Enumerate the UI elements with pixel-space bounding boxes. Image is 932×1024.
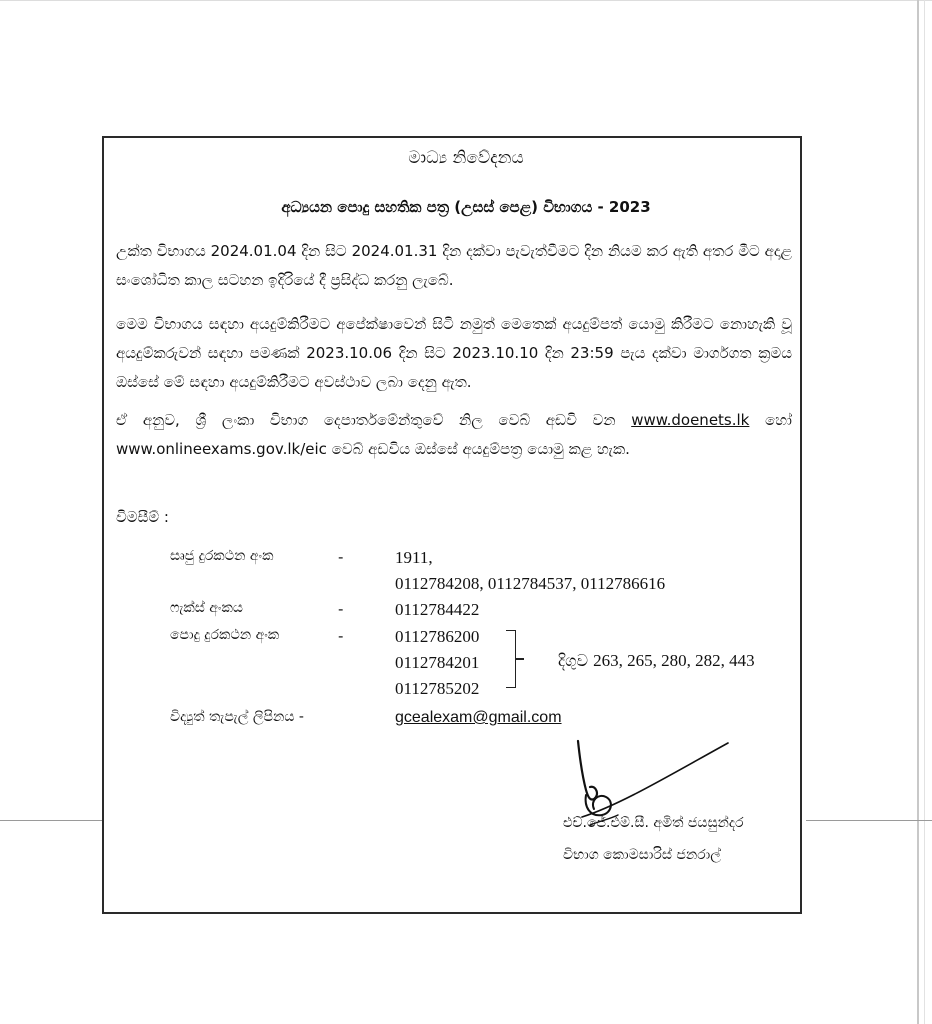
general-phone-label: පොදු දුරකථන අංක <box>170 627 280 643</box>
general-phone-dash: - <box>338 627 344 645</box>
notice-subtitle: අධ්‍යයන පොදු සහතික පත්‍ර (උසස් පෙළ) විභාගය - 2023 <box>281 198 651 216</box>
general-phone-2: 0112784201 <box>395 653 480 672</box>
fold-line-left <box>0 820 102 821</box>
doenets-link[interactable]: www.doenets.lk <box>631 411 750 429</box>
extension-word: දිගුව <box>558 651 589 670</box>
general-phone-1: 0112786200 <box>395 627 480 646</box>
email-link[interactable]: gcealexam@gmail.com <box>395 709 562 726</box>
paragraph-websites-text-2: හෝ www.onlineexams.gov.lk/eic වෙබ් අඩවිය ඔස්සේ අයදුම්පත්‍ර යොමු කළ හැක. <box>116 411 792 458</box>
hotline-dash: - <box>338 548 344 566</box>
paragraph-application-window: මෙම විභාගය සඳහා අයදුම්කිරීමට අපේක්ෂාවෙන් සිටි නමුත් මෙතෙක් අයදුම්පත් යොමු කිරීමට නොහැකි වූ අයදුම්කරුවන් සඳහා පමණක් 2023.10.06 දින සිට 2023.10.10 දින 23:59 පැය දක්වා මාර්ගගත ක්‍රමය ඔස්සේ මේ සඳහා අයදුම්කිරීමට අවස්ථාව ලබා දෙනු ඇත. <box>116 315 792 391</box>
general-phone-3: 0112785202 <box>395 679 480 698</box>
fax-value: 0112784422 <box>395 600 480 619</box>
hotline-value-1: 1911, <box>395 548 433 567</box>
fax-label: ෆැක්ස් අංකය <box>170 600 243 616</box>
notice-title: මාධ්‍ය නිවේදනය <box>408 148 524 168</box>
fax-dash: - <box>338 600 344 618</box>
extension-numbers <box>558 651 755 671</box>
hotline-label: සෘජු දුරකථන අංක <box>170 548 274 564</box>
signatory-title: විභාග කොමසාරිස් ජනරාල් <box>563 847 721 863</box>
hotline-value-2: 0112784208, 0112784537, 0112786616 <box>395 574 666 593</box>
inquiries-heading: විමසීම් : <box>116 508 169 526</box>
paragraph-websites <box>116 406 792 464</box>
signatory-name: එච්.ජේ.එම්.සී. අමිත් ජයසුන්දර <box>563 815 744 831</box>
paragraph-websites-text-1: ඒ අනුව, ශ්‍රී ලංකා විභාග දෙපාර්තමේන්තුවේ නිල වෙබ් අඩවි වන <box>116 411 632 429</box>
right-brace <box>506 630 516 688</box>
fold-line-right <box>806 820 932 821</box>
extension-values: 263, 265, 280, 282, 443 <box>593 651 755 670</box>
right-brace-tick <box>516 658 524 660</box>
paragraph-exam-dates: උක්ත විභාගය 2024.01.04 දින සිට 2024.01.31 දින දක්වා පැවැත්වීමට දින නියම කර ඇති අතර මීට අදාළ සංශෝධිත කාල සටහන ඉදිරියේ දී ප්‍රසිද්ධ කරනු ලැබේ. <box>116 242 792 289</box>
email-label: විද්‍යුත් තැපැල් ලිපිනය - <box>170 709 304 725</box>
scan-edge-top <box>0 0 932 1</box>
